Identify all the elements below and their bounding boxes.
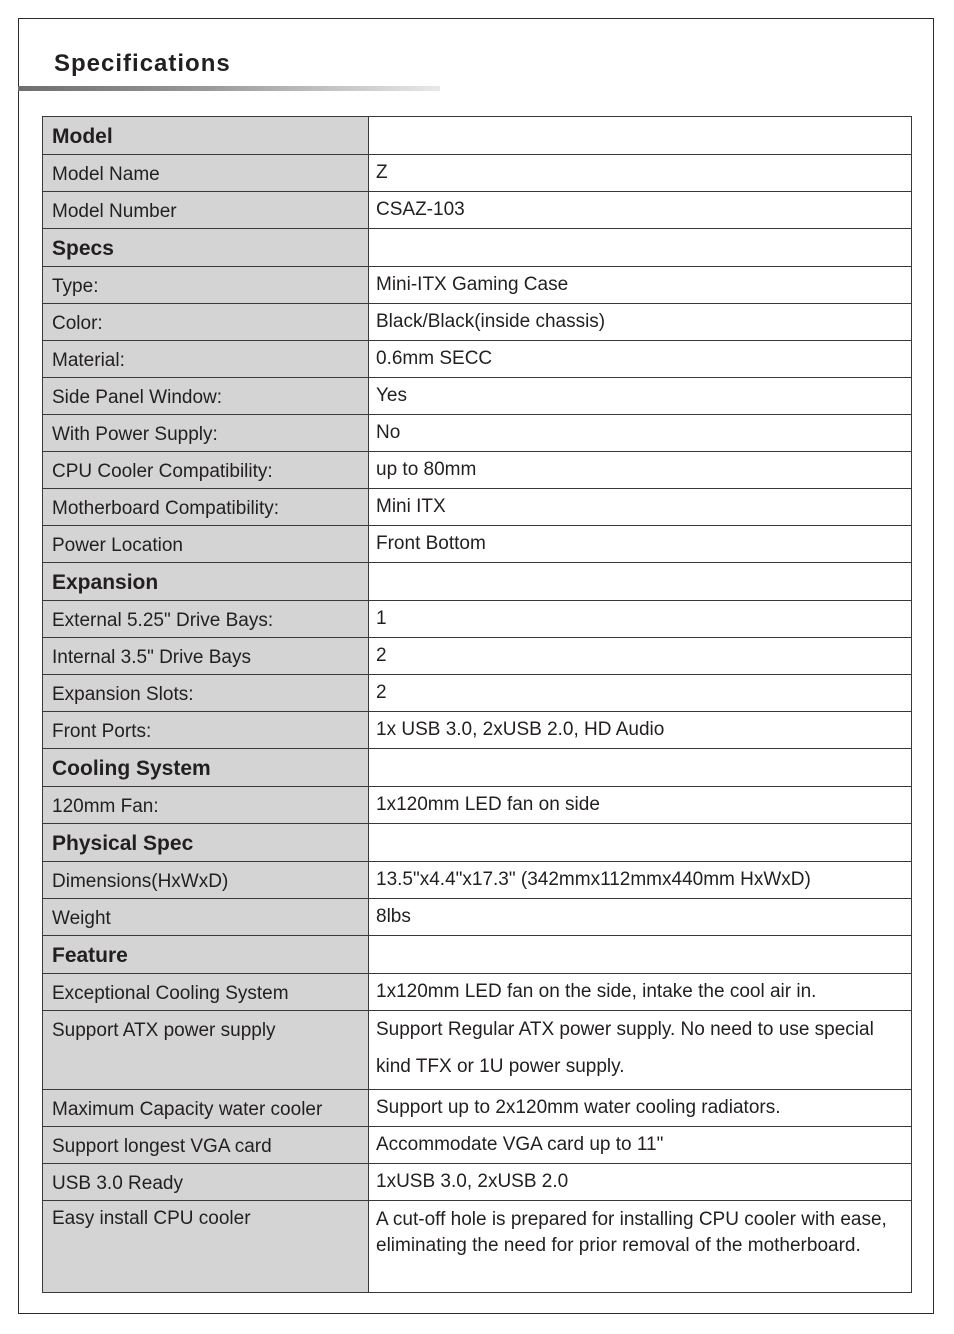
spec-label: 120mm Fan: bbox=[43, 787, 369, 824]
spec-label: Front Ports: bbox=[43, 712, 369, 749]
spec-label: Color: bbox=[43, 304, 369, 341]
spec-value: Black/Black(inside chassis) bbox=[369, 304, 912, 341]
table-row bbox=[43, 378, 912, 415]
table-row bbox=[43, 974, 912, 1011]
table-row bbox=[43, 304, 912, 341]
section-heading: Physical Spec bbox=[43, 824, 369, 862]
spec-value: Mini ITX bbox=[369, 489, 912, 526]
spec-label: CPU Cooler Compatibility: bbox=[43, 452, 369, 489]
spec-value: 2 bbox=[369, 675, 912, 712]
spec-label: Model Name bbox=[43, 155, 369, 192]
table-row bbox=[43, 1201, 912, 1293]
spec-value: up to 80mm bbox=[369, 452, 912, 489]
spec-value: Front Bottom bbox=[369, 526, 912, 563]
table-row bbox=[43, 1127, 912, 1164]
spec-value: Mini-ITX Gaming Case bbox=[369, 267, 912, 304]
table-row bbox=[43, 787, 912, 824]
spec-value: Z bbox=[369, 155, 912, 192]
spec-label: Dimensions(HxWxD) bbox=[43, 862, 369, 899]
table-row bbox=[43, 899, 912, 936]
spec-label: Side Panel Window: bbox=[43, 378, 369, 415]
section-header-row bbox=[43, 936, 912, 974]
section-empty-cell bbox=[369, 229, 912, 267]
section-header-row bbox=[43, 117, 912, 155]
spec-value: 1 bbox=[369, 601, 912, 638]
spec-label: Material: bbox=[43, 341, 369, 378]
table-row bbox=[43, 712, 912, 749]
spec-label: With Power Supply: bbox=[43, 415, 369, 452]
table-row bbox=[43, 601, 912, 638]
spec-value: No bbox=[369, 415, 912, 452]
section-header-row bbox=[43, 749, 912, 787]
table-row bbox=[43, 526, 912, 563]
table-row bbox=[43, 452, 912, 489]
table-row bbox=[43, 341, 912, 378]
spec-label: Support ATX power supply bbox=[43, 1011, 369, 1090]
section-header-row bbox=[43, 563, 912, 601]
spec-value: Support Regular ATX power supply. No need to use special kind TFX or 1U power supply. bbox=[369, 1011, 912, 1090]
spec-label: Weight bbox=[43, 899, 369, 936]
section-empty-cell bbox=[369, 563, 912, 601]
section-empty-cell bbox=[369, 117, 912, 155]
spec-value: 1x120mm LED fan on the side, intake the cool air in. bbox=[369, 974, 912, 1011]
spec-label: Internal 3.5" Drive Bays bbox=[43, 638, 369, 675]
spec-value: 8lbs bbox=[369, 899, 912, 936]
table-row bbox=[43, 267, 912, 304]
spec-label: USB 3.0 Ready bbox=[43, 1164, 369, 1201]
spec-value: A cut-off hole is prepared for installing CPU cooler with ease, eliminating the need for prior removal of the motherboard. bbox=[369, 1201, 912, 1293]
title-divider bbox=[18, 86, 440, 91]
section-heading: Cooling System bbox=[43, 749, 369, 787]
table-row bbox=[43, 862, 912, 899]
table-row bbox=[43, 415, 912, 452]
spec-label: Support longest VGA card bbox=[43, 1127, 369, 1164]
spec-value: 13.5"x4.4"x17.3" (342mmx112mmx440mm HxWxD) bbox=[369, 862, 912, 899]
spec-value: CSAZ-103 bbox=[369, 192, 912, 229]
section-heading: Model bbox=[43, 117, 369, 155]
section-header-row bbox=[43, 824, 912, 862]
table-row bbox=[43, 489, 912, 526]
spec-value: 2 bbox=[369, 638, 912, 675]
spec-label: Maximum Capacity water cooler bbox=[43, 1090, 369, 1127]
spec-label: Expansion Slots: bbox=[43, 675, 369, 712]
table-row bbox=[43, 638, 912, 675]
page-title: Specifications bbox=[54, 50, 231, 77]
spec-value: Accommodate VGA card up to 11" bbox=[369, 1127, 912, 1164]
table-row bbox=[43, 675, 912, 712]
spec-value: 1xUSB 3.0, 2xUSB 2.0 bbox=[369, 1164, 912, 1201]
section-empty-cell bbox=[369, 936, 912, 974]
spec-label: Type: bbox=[43, 267, 369, 304]
section-header-row bbox=[43, 229, 912, 267]
table-row bbox=[43, 1090, 912, 1127]
table-row bbox=[43, 1164, 912, 1201]
section-heading: Expansion bbox=[43, 563, 369, 601]
spec-label: Motherboard Compatibility: bbox=[43, 489, 369, 526]
specifications-table bbox=[42, 116, 912, 1293]
table-row bbox=[43, 1011, 912, 1090]
spec-label: External 5.25" Drive Bays: bbox=[43, 601, 369, 638]
spec-label: Power Location bbox=[43, 526, 369, 563]
spec-value: 1x120mm LED fan on side bbox=[369, 787, 912, 824]
section-heading: Specs bbox=[43, 229, 369, 267]
table-row bbox=[43, 192, 912, 229]
spec-value: 0.6mm SECC bbox=[369, 341, 912, 378]
spec-label: Exceptional Cooling System bbox=[43, 974, 369, 1011]
spec-value: 1x USB 3.0, 2xUSB 2.0, HD Audio bbox=[369, 712, 912, 749]
spec-label: Easy install CPU cooler bbox=[43, 1201, 369, 1293]
section-empty-cell bbox=[369, 749, 912, 787]
spec-label: Model Number bbox=[43, 192, 369, 229]
table-row bbox=[43, 155, 912, 192]
spec-value: Support up to 2x120mm water cooling radiators. bbox=[369, 1090, 912, 1127]
section-heading: Feature bbox=[43, 936, 369, 974]
spec-value: Yes bbox=[369, 378, 912, 415]
section-empty-cell bbox=[369, 824, 912, 862]
